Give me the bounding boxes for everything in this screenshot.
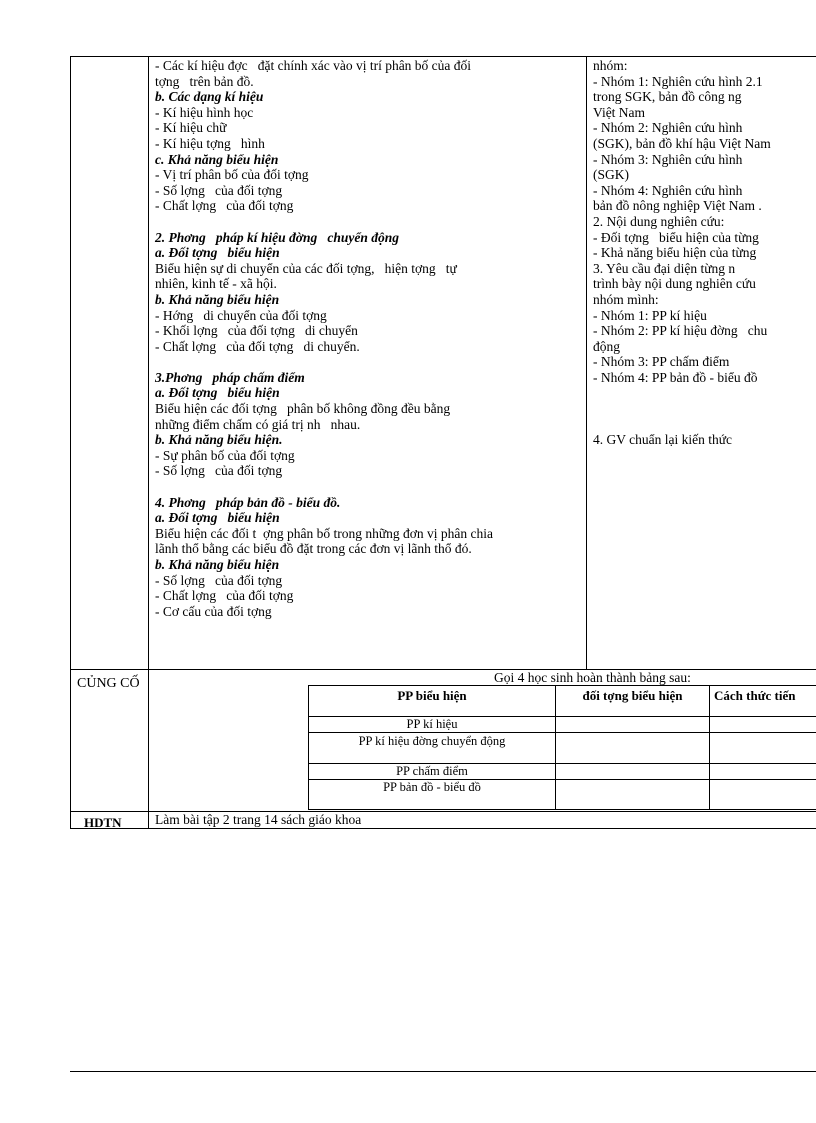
summary-header-approach: Cách thức tiến	[714, 688, 796, 703]
activity-line: - Đối tợng biểu hiện của từng	[593, 229, 759, 245]
content-line: - Cơ cấu của đối tợng	[155, 603, 272, 619]
hdtn-label: HDTN	[84, 815, 122, 830]
activity-line: 2. Nội dung nghiên cứu:	[593, 213, 725, 229]
activity-line: nhóm:	[593, 58, 628, 73]
activity-line: - Nhóm 4: Nghiên cứu hình	[593, 182, 743, 198]
content-line: - Chất lợng của đối tợng	[155, 198, 294, 214]
content-line: lãnh thổ bằng các biểu đồ đặt trong các đơn vị lãnh thổ đó.	[155, 541, 472, 557]
cung-co-row-top	[70, 669, 816, 670]
cung-co-label: CỦNG CỐ	[77, 676, 140, 691]
cung-co-instruction: Gọi 4 học sinh hoàn thành bảng sau:	[494, 670, 691, 685]
section-heading: 2. Phơng pháp kí hiệu đờng chuyển động	[155, 229, 400, 245]
section-heading: c. Khả năng biểu hiện	[155, 151, 279, 167]
section-heading: b. Các dạng kí hiệu	[155, 89, 264, 105]
content-line: những điểm chấm có giá trị nh nhau.	[155, 416, 361, 432]
content-line: - Số lợng của đối tợng	[155, 182, 283, 198]
section-heading: b. Khả năng biểu hiện.	[155, 432, 283, 448]
activity-line: - Nhóm 1: PP kí hiệu	[593, 307, 707, 323]
activity-line: - Nhóm 1: Nghiên cứu hình 2.1	[593, 73, 763, 89]
summary-header-object: đối tợng biểu hiện	[582, 688, 683, 703]
activity-line	[593, 417, 816, 433]
activity-column	[593, 58, 816, 448]
summary-row-3-method: PP chấm điểm	[396, 764, 468, 778]
content-line: - Kí hiệu hình học	[155, 104, 254, 120]
section-heading: a. Đối tợng biểu hiện	[155, 510, 280, 526]
label-column-divider	[148, 56, 149, 828]
content-line: - Số lợng của đối tợng	[155, 572, 283, 588]
activity-line: động	[593, 338, 620, 354]
section-heading: 3.Phơng pháp chấm điểm	[155, 369, 305, 385]
content-line: tợng trên bản đồ.	[155, 73, 254, 89]
content-line: - Hớng di chuyển của đối tợng	[155, 307, 327, 323]
content-line: - Số lợng của đối tợng	[155, 463, 283, 479]
activity-line: - Nhóm 2: Nghiên cứu hình	[593, 120, 743, 136]
section-heading: 4. Phơng pháp bản đồ - biểu đồ.	[155, 494, 341, 510]
activity-line: nhóm mình:	[593, 291, 659, 307]
section-heading: b. Khả năng biểu hiện	[155, 557, 280, 572]
content-line: - Kí hiệu chữ	[155, 120, 227, 136]
content-line: - Kí hiệu tợng hình	[155, 135, 265, 151]
activity-line: trình bày nội dung nghiên cứu	[593, 276, 756, 292]
summary-header-method: PP biểu hiện	[397, 688, 467, 703]
section-heading: a. Đối tợng biểu hiện	[155, 385, 280, 401]
activity-line: (SGK), bản đồ khí hậu Việt Nam	[593, 135, 771, 151]
activity-line: - Nhóm 3: PP chấm điểm	[593, 354, 730, 370]
activity-line	[593, 401, 816, 417]
content-line: Biểu hiện các đối tợng phân bố không đồng đều bằng	[155, 401, 451, 417]
content-line: Biểu hiện sự di chuyển của các đối tợng, hiện tợng tự	[155, 260, 457, 276]
content-line	[155, 479, 583, 495]
activity-line: 4. GV chuẩn lại kiến thức	[593, 432, 733, 448]
content-line: - Chất lợng của đối tợng	[155, 588, 294, 604]
content-line	[155, 214, 583, 230]
section-heading: b. Khả năng biểu hiện	[155, 291, 280, 307]
footer-rule	[70, 1071, 816, 1072]
summary-row-4-method: PP bản đồ - biểu đồ	[383, 780, 481, 794]
activity-line: bản đồ nông nghiệp Việt Nam .	[593, 198, 762, 214]
content-line: - Các kí hiệu đợc đặt chính xác vào vị trí phân bố của đối	[155, 58, 472, 73]
activity-line: trong SGK, bản đồ công ng	[593, 89, 742, 105]
activity-line: - Khả năng biểu hiện của từng	[593, 245, 757, 261]
summary-col-border-2	[709, 685, 710, 810]
content-line: - Chất lợng của đối tợng di chuyển.	[155, 338, 360, 354]
activity-line: - Nhóm 3: Nghiên cứu hình	[593, 151, 743, 167]
content-column-divider	[586, 56, 587, 669]
activity-line: Việt Nam	[593, 104, 646, 120]
summary-table-bottom	[308, 809, 816, 810]
summary-table-top	[308, 685, 816, 686]
summary-row-2-method: PP kí hiệu đờng chuyển động	[358, 734, 506, 748]
hdtn-text: Làm bài tập 2 trang 14 sách giáo khoa	[155, 812, 362, 827]
activity-line: - Nhóm 4: PP bản đồ - biểu đồ	[593, 369, 758, 385]
content-line: - Khối lợng của đối tợng di chuyển	[155, 323, 358, 339]
content-line: nhiên, kinh tế - xã hội.	[155, 276, 277, 292]
summary-col-border-1	[555, 685, 556, 810]
activity-line: - Nhóm 2: PP kí hiệu đờng chu	[593, 323, 768, 339]
activity-line	[593, 385, 816, 401]
summary-row-divider-1	[308, 732, 816, 733]
content-line	[155, 354, 583, 370]
activity-line: 3. Yêu cầu đại diện từng n	[593, 260, 736, 276]
content-line: - Vị trí phân bố của đối tợng	[155, 167, 309, 183]
table-bottom-border	[70, 828, 816, 829]
activity-line: (SGK)	[593, 167, 629, 183]
content-line: - Sự phân bố của đối tợng	[155, 447, 295, 463]
section-heading: a. Đối tợng biểu hiện	[155, 245, 280, 261]
content-column	[155, 58, 583, 619]
table-left-border	[70, 56, 71, 828]
content-line: Biểu hiện các đối t ợng phân bố trong những đơn vị phân chia	[155, 525, 494, 541]
summary-row-1-method: PP kí hiệu	[406, 717, 458, 731]
table-top-border	[70, 56, 816, 57]
